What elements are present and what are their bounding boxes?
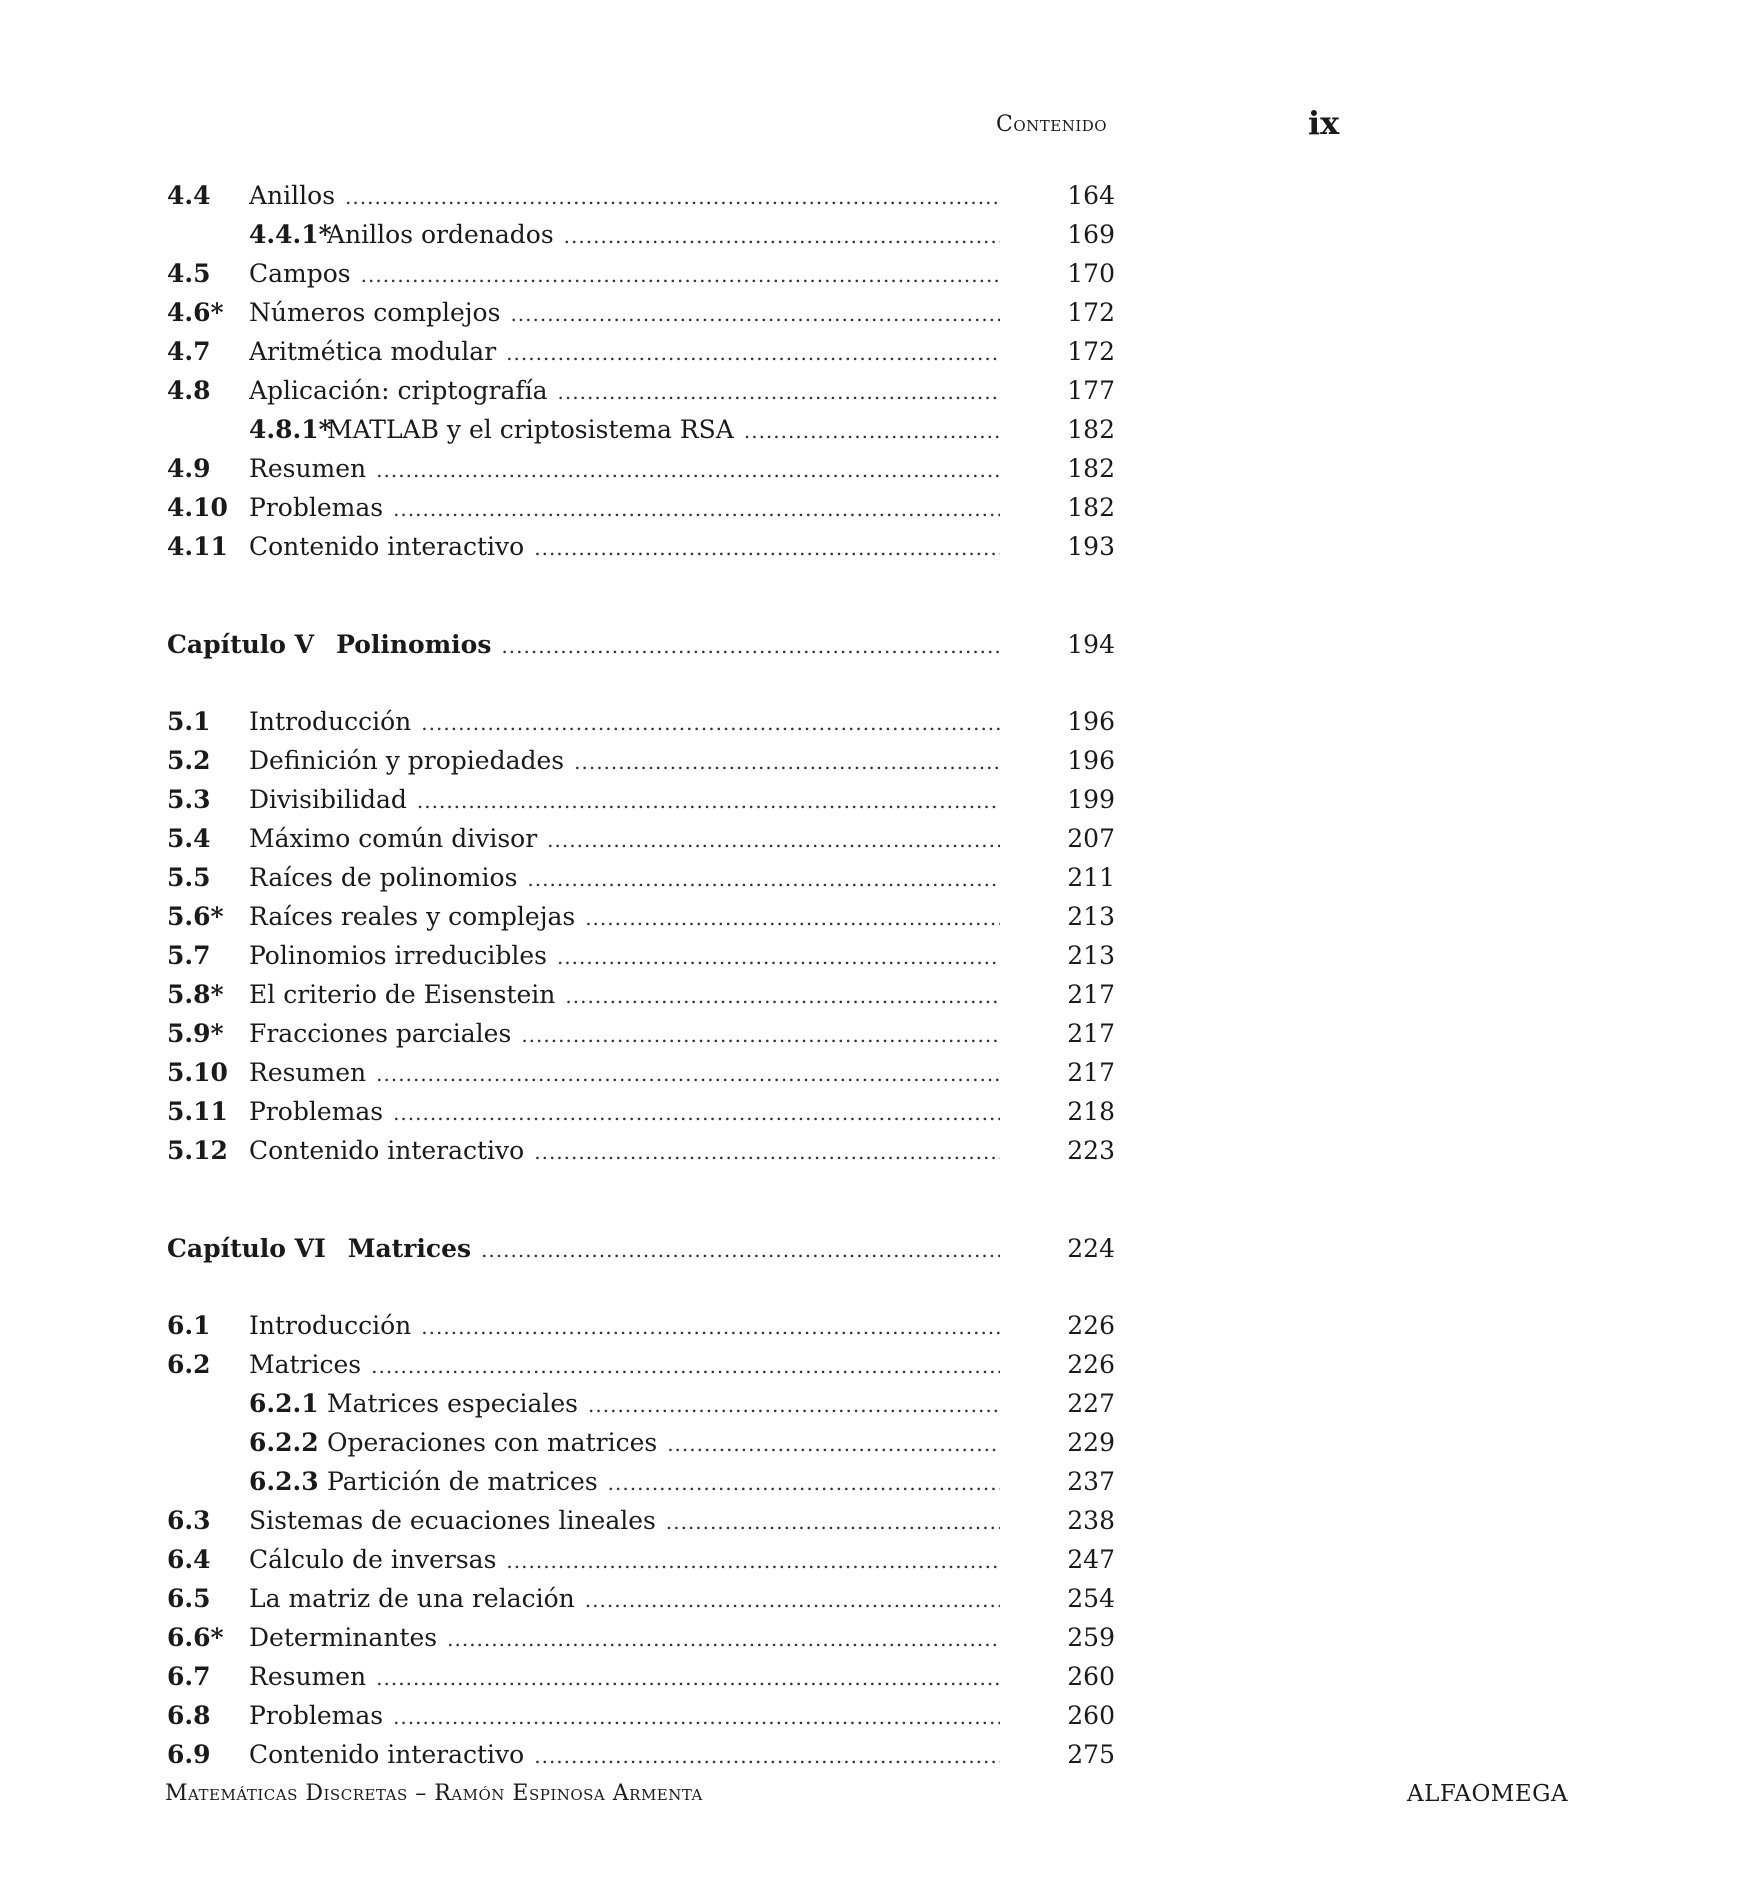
toc-entry-leader <box>249 1737 1000 1773</box>
toc-entry-leader <box>327 1464 1000 1500</box>
entry-title: Aplicación: criptografía <box>249 376 548 405</box>
entry-page-number: 260 <box>1067 1662 1115 1691</box>
toc-section-row[interactable] <box>167 704 1127 740</box>
toc-entry-leader <box>249 451 1000 487</box>
entry-number: 4.7 <box>167 337 211 366</box>
entry-page-number: 213 <box>1067 941 1115 970</box>
dot-leader <box>510 296 1000 331</box>
toc-entry-leader <box>249 1016 1000 1052</box>
entry-number: 5.2 <box>167 746 211 775</box>
toc-subsection-row[interactable] <box>167 1464 1127 1500</box>
entry-page-number: 172 <box>1067 337 1115 366</box>
entry-title: Problemas <box>249 493 384 522</box>
toc-entry-leader <box>249 821 1000 857</box>
entry-title: Resumen <box>249 1058 367 1087</box>
dot-leader <box>585 900 1000 935</box>
toc-entry-leader <box>167 627 1000 663</box>
dot-leader <box>393 1095 1000 1130</box>
toc-section-row[interactable] <box>167 1659 1127 1695</box>
dot-leader <box>521 1017 1000 1052</box>
toc-entry-leader <box>249 1308 1000 1344</box>
dot-leader <box>393 1699 1000 1734</box>
entry-title: Cálculo de inversas <box>249 1545 497 1574</box>
dot-leader <box>608 1465 1000 1500</box>
toc-entry-leader <box>249 1094 1000 1130</box>
toc-subsection-row[interactable] <box>167 412 1127 448</box>
toc-section-row[interactable] <box>167 256 1127 292</box>
entry-number: 4.8.1* <box>249 415 332 444</box>
toc-section-row[interactable] <box>167 1620 1127 1656</box>
entry-title: El criterio de Eisenstein <box>249 980 556 1009</box>
toc-section-row[interactable] <box>167 977 1127 1013</box>
entry-page-number: 226 <box>1067 1350 1115 1379</box>
entry-number: 6.3 <box>167 1506 211 1535</box>
entry-page-number: 199 <box>1067 785 1115 814</box>
dot-leader <box>417 783 1000 818</box>
toc-entry-leader <box>249 938 1000 974</box>
entry-number: 5.6* <box>167 902 224 931</box>
toc-section-row[interactable] <box>167 178 1127 214</box>
toc-entry-leader <box>249 1055 1000 1091</box>
entry-title: Operaciones con matrices <box>327 1428 658 1457</box>
entry-title: Sistemas de ecuaciones lineales <box>249 1506 656 1535</box>
entry-page-number: 217 <box>1067 1058 1115 1087</box>
entry-title: Resumen <box>249 454 367 483</box>
entry-page-number: 237 <box>1067 1467 1115 1496</box>
entry-title: Fracciones parciales <box>249 1019 512 1048</box>
dot-leader <box>565 978 1000 1013</box>
dot-leader <box>345 179 1000 214</box>
dot-leader <box>376 1056 1000 1091</box>
entry-page-number: 213 <box>1067 902 1115 931</box>
entry-number: 4.4 <box>167 181 211 210</box>
dot-leader <box>376 452 1000 487</box>
dot-leader <box>527 861 1000 896</box>
dot-leader <box>376 1660 1000 1695</box>
chapter-label: Capítulo V <box>167 630 315 659</box>
dot-leader <box>557 939 1000 974</box>
entry-page-number: 223 <box>1067 1136 1115 1165</box>
toc-entry-leader <box>249 1581 1000 1617</box>
toc-entry-leader <box>249 860 1000 896</box>
entry-page-number: 259 <box>1067 1623 1115 1652</box>
toc-section-row[interactable] <box>167 1698 1127 1734</box>
dot-leader <box>534 1738 1000 1773</box>
toc-chapter-row[interactable] <box>167 627 1127 663</box>
toc-entry-leader <box>249 373 1000 409</box>
entry-page-number: 196 <box>1067 707 1115 736</box>
entry-page-number: 226 <box>1067 1311 1115 1340</box>
chapter-title: Polinomios <box>336 630 492 659</box>
toc-subsection-row[interactable] <box>167 1425 1127 1461</box>
entry-title: Contenido interactivo <box>249 1136 525 1165</box>
entry-number: 6.2 <box>167 1350 211 1379</box>
entry-title: Introducción <box>249 707 412 736</box>
toc-entry-leader <box>249 1347 1000 1383</box>
entry-page-number: 254 <box>1067 1584 1115 1613</box>
dot-leader <box>585 1582 1000 1617</box>
entry-page-number: 182 <box>1067 415 1115 444</box>
entry-title: Raíces de polinomios <box>249 863 518 892</box>
entry-number: 4.10 <box>167 493 228 522</box>
footer-book-title: Matemáticas Discretas – Ramón Espinosa Armenta <box>165 1781 703 1806</box>
page-number: ix <box>1308 104 1340 142</box>
dot-leader <box>666 1504 1000 1539</box>
dot-leader <box>547 822 1000 857</box>
footer-publisher: ALFAOMEGA <box>1407 1781 1569 1807</box>
dot-leader <box>558 374 1000 409</box>
entry-number: 4.11 <box>167 532 228 561</box>
dot-leader <box>447 1621 1000 1656</box>
toc-section-row[interactable] <box>167 334 1127 370</box>
entry-page-number: 172 <box>1067 298 1115 327</box>
entry-number: 6.1 <box>167 1311 211 1340</box>
entry-title: Máximo común divisor <box>249 824 538 853</box>
entry-page-number: 217 <box>1067 980 1115 1009</box>
entry-page-number: 247 <box>1067 1545 1115 1574</box>
entry-number: 4.9 <box>167 454 211 483</box>
toc-section-row[interactable] <box>167 490 1127 526</box>
entry-title: Números complejos <box>249 298 501 327</box>
entry-page-number: 164 <box>1067 181 1115 210</box>
entry-title: Divisibilidad <box>249 785 407 814</box>
entry-number: 6.5 <box>167 1584 211 1613</box>
entry-title: Contenido interactivo <box>249 1740 525 1769</box>
entry-title: Anillos ordenados <box>327 220 554 249</box>
entry-page-number: 182 <box>1067 454 1115 483</box>
entry-page-number: 275 <box>1067 1740 1115 1769</box>
running-header-title: Contenido <box>996 112 1108 137</box>
toc-section-row[interactable] <box>167 451 1127 487</box>
entry-number: 5.12 <box>167 1136 228 1165</box>
toc-section-row[interactable] <box>167 295 1127 331</box>
entry-page-number: 224 <box>1067 1234 1115 1263</box>
toc-entry-leader <box>249 178 1000 214</box>
toc-entry-leader <box>249 295 1000 331</box>
entry-number: 5.10 <box>167 1058 228 1087</box>
toc-entry-leader <box>249 743 1000 779</box>
entry-title: Matrices especiales <box>327 1389 579 1418</box>
entry-number: 5.4 <box>167 824 211 853</box>
dot-leader <box>393 491 1000 526</box>
entry-number: 4.6* <box>167 298 224 327</box>
entry-title: Determinantes <box>249 1623 438 1652</box>
toc-entry-leader <box>167 1231 1000 1267</box>
entry-number: 4.5 <box>167 259 211 288</box>
dot-leader <box>421 1309 1000 1344</box>
entry-number: 6.7 <box>167 1662 211 1691</box>
toc-entry-leader <box>327 1425 1000 1461</box>
entry-title: Introducción <box>249 1311 412 1340</box>
entry-page-number: 196 <box>1067 746 1115 775</box>
dot-leader <box>371 1348 1000 1383</box>
entry-number: 6.9 <box>167 1740 211 1769</box>
entry-title: Resumen <box>249 1662 367 1691</box>
dot-leader <box>506 1543 1000 1578</box>
toc-entry-leader <box>249 704 1000 740</box>
toc-entry-leader <box>249 1620 1000 1656</box>
entry-title: Aritmética modular <box>249 337 497 366</box>
dot-leader <box>744 413 1000 448</box>
dot-leader <box>534 530 1000 565</box>
toc-section-row[interactable] <box>167 938 1127 974</box>
toc-section-row[interactable] <box>167 1347 1127 1383</box>
toc-section-row[interactable] <box>167 1308 1127 1344</box>
toc-entry-leader <box>327 1386 1000 1422</box>
dot-leader <box>481 1232 1000 1267</box>
dot-leader <box>361 257 1000 292</box>
entry-title: Contenido interactivo <box>249 532 525 561</box>
entry-number: 4.4.1* <box>249 220 332 249</box>
entry-title: Campos <box>249 259 351 288</box>
toc-section-row[interactable] <box>167 1094 1127 1130</box>
toc-entry-leader <box>249 256 1000 292</box>
entry-page-number: 229 <box>1067 1428 1115 1457</box>
toc-entry-leader <box>249 334 1000 370</box>
toc-entry-leader <box>249 1133 1000 1169</box>
entry-title: Partición de matrices <box>327 1467 598 1496</box>
entry-page-number: 182 <box>1067 493 1115 522</box>
entry-page-number: 217 <box>1067 1019 1115 1048</box>
toc-entry-leader <box>249 529 1000 565</box>
entry-page-number: 194 <box>1067 630 1115 659</box>
dot-leader <box>501 628 1000 663</box>
entry-number: 5.1 <box>167 707 211 736</box>
entry-page-number: 170 <box>1067 259 1115 288</box>
entry-page-number: 169 <box>1067 220 1115 249</box>
toc-section-row[interactable] <box>167 860 1127 896</box>
entry-number: 6.4 <box>167 1545 211 1574</box>
toc-entry-leader <box>249 1503 1000 1539</box>
dot-leader <box>564 218 1000 253</box>
toc-section-row[interactable] <box>167 1581 1127 1617</box>
entry-number: 6.8 <box>167 1701 211 1730</box>
entry-page-number: 227 <box>1067 1389 1115 1418</box>
toc-chapter-row[interactable] <box>167 1231 1127 1267</box>
entry-title: Problemas <box>249 1701 384 1730</box>
entry-title: La matriz de una relación <box>249 1584 575 1613</box>
toc-entry-leader <box>249 1542 1000 1578</box>
chapter-label: Capítulo VI <box>167 1234 326 1263</box>
toc-entry-leader <box>249 899 1000 935</box>
toc-section-row[interactable] <box>167 1133 1127 1169</box>
toc-section-row[interactable] <box>167 743 1127 779</box>
toc-subsection-row[interactable] <box>167 1386 1127 1422</box>
entry-number: 6.2.2 <box>249 1428 319 1457</box>
entry-number: 6.2.3 <box>249 1467 319 1496</box>
entry-title: Problemas <box>249 1097 384 1126</box>
entry-title: Anillos <box>249 181 336 210</box>
entry-page-number: 177 <box>1067 376 1115 405</box>
entry-page-number: 260 <box>1067 1701 1115 1730</box>
entry-page-number: 211 <box>1067 863 1115 892</box>
entry-page-number: 193 <box>1067 532 1115 561</box>
entry-number: 5.5 <box>167 863 211 892</box>
entry-number: 5.3 <box>167 785 211 814</box>
entry-number: 5.11 <box>167 1097 228 1126</box>
dot-leader <box>574 744 1000 779</box>
entry-page-number: 218 <box>1067 1097 1115 1126</box>
dot-leader <box>588 1387 1000 1422</box>
entry-number: 5.8* <box>167 980 224 1009</box>
toc-section-row[interactable] <box>167 1503 1127 1539</box>
entry-number: 6.2.1 <box>249 1389 319 1418</box>
entry-title: Polinomios irreducibles <box>249 941 547 970</box>
entry-number: 5.9* <box>167 1019 224 1048</box>
toc-entry-leader <box>249 1659 1000 1695</box>
entry-number: 6.6* <box>167 1623 224 1652</box>
entry-title: Definición y propiedades <box>249 746 565 775</box>
toc-section-row[interactable] <box>167 899 1127 935</box>
dot-leader <box>421 705 1000 740</box>
toc-section-row[interactable] <box>167 1055 1127 1091</box>
entry-number: 4.8 <box>167 376 211 405</box>
toc-section-row[interactable] <box>167 821 1127 857</box>
toc-entry-leader <box>249 977 1000 1013</box>
toc-section-row[interactable] <box>167 1016 1127 1052</box>
toc-section-row[interactable] <box>167 529 1127 565</box>
toc-section-row[interactable] <box>167 782 1127 818</box>
toc-entry-leader <box>249 782 1000 818</box>
entry-page-number: 238 <box>1067 1506 1115 1535</box>
entry-title: Matrices <box>249 1350 362 1379</box>
toc-entry-leader <box>327 217 1000 253</box>
entry-page-number: 207 <box>1067 824 1115 853</box>
toc-entry-leader <box>249 490 1000 526</box>
dot-leader <box>667 1426 1000 1461</box>
toc-section-row[interactable] <box>167 1542 1127 1578</box>
chapter-title: Matrices <box>347 1234 472 1263</box>
toc-section-row[interactable] <box>167 373 1127 409</box>
dot-leader <box>506 335 1000 370</box>
page-header <box>990 104 1340 144</box>
entry-title: MATLAB y el criptosistema RSA <box>327 415 734 444</box>
dot-leader <box>534 1134 1000 1169</box>
toc-entry-leader <box>249 1698 1000 1734</box>
toc-section-row[interactable] <box>167 1737 1127 1773</box>
entry-number: 5.7 <box>167 941 211 970</box>
toc-entry-leader <box>327 412 1000 448</box>
entry-title: Raíces reales y complejas <box>249 902 576 931</box>
toc-subsection-row[interactable] <box>167 217 1127 253</box>
